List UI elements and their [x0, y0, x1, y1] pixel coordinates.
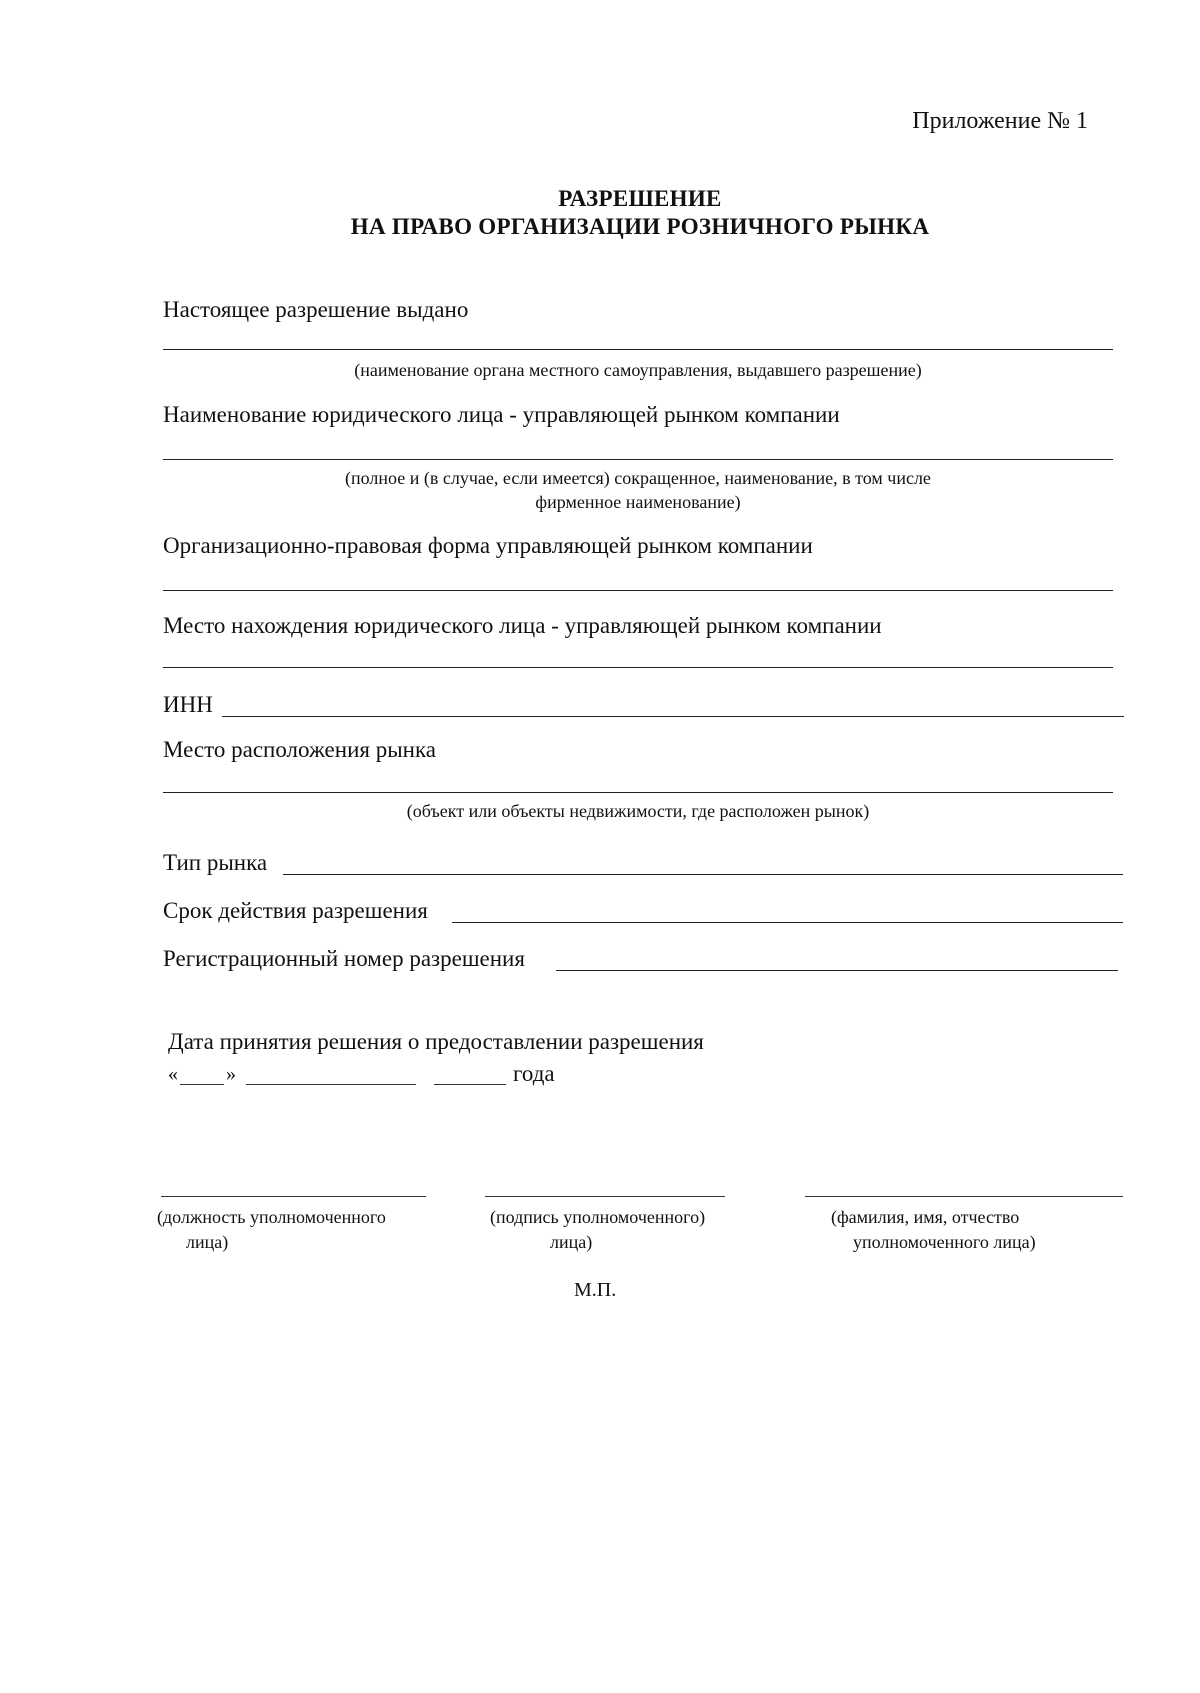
market-location-caption: (объект или объекты недвижимости, где расположен рынок): [406, 801, 870, 821]
location-label: Место нахождения юридического лица - управляющей рынком компании: [163, 613, 882, 638]
open-quote: «: [168, 1063, 178, 1085]
location-line: [163, 667, 1113, 668]
market-type-label: Тип рынка: [163, 850, 268, 875]
document-title: РАЗРЕШЕНИЕ: [558, 186, 722, 211]
reg-number-line: [556, 970, 1118, 971]
signature-caption-1: (подпись уполномоченного): [490, 1207, 706, 1227]
name-caption-2: уполномоченного лица): [853, 1232, 1036, 1252]
position-signature-line: [161, 1196, 426, 1197]
year-line: [434, 1084, 506, 1085]
annex-number: Приложение № 1: [912, 108, 1088, 134]
name-caption-1: (фамилия, имя, отчество: [831, 1207, 1020, 1227]
issued-by-label: Настоящее разрешение выдано: [163, 297, 469, 322]
position-caption-1: (должность уполномоченного: [157, 1207, 386, 1227]
decision-date-label: Дата принятия решения о предоставлении разрешения: [168, 1029, 704, 1054]
document-subtitle: НА ПРАВО ОРГАНИЗАЦИИ РОЗНИЧНОГО РЫНКА: [350, 214, 930, 239]
inn-line: [222, 716, 1124, 717]
validity-label: Срок действия разрешения: [163, 898, 428, 923]
stamp-place-label: М.П.: [574, 1279, 617, 1301]
issued-by-line: [163, 349, 1113, 350]
legal-name-caption-1: (полное и (в случае, если имеется) сокращенное, наименование, в том числе: [345, 468, 931, 488]
position-caption-2: лица): [186, 1232, 229, 1252]
year-word: года: [513, 1061, 555, 1086]
day-line: [180, 1084, 224, 1085]
full-name-signature-line: [805, 1196, 1123, 1197]
legal-name-line: [163, 459, 1113, 460]
signature-line: [485, 1196, 725, 1197]
legal-form-label: Организационно-правовая форма управляющей рынком компании: [163, 533, 813, 558]
market-location-line: [163, 792, 1113, 793]
legal-name-label: Наименование юридического лица - управляющей рынком компании: [163, 402, 840, 427]
signature-caption-2: лица): [550, 1232, 593, 1252]
reg-number-label: Регистрационный номер разрешения: [163, 946, 525, 971]
validity-line: [452, 922, 1123, 923]
inn-label: ИНН: [163, 692, 213, 717]
issued-by-caption: (наименование органа местного самоуправления, выдавшего разрешение): [354, 360, 922, 380]
legal-name-caption-2: фирменное наименование): [535, 492, 741, 512]
month-line: [246, 1084, 416, 1085]
market-location-label: Место расположения рынка: [163, 737, 437, 762]
legal-form-line: [163, 590, 1113, 591]
market-type-line: [283, 874, 1123, 875]
close-quote: »: [226, 1063, 236, 1085]
